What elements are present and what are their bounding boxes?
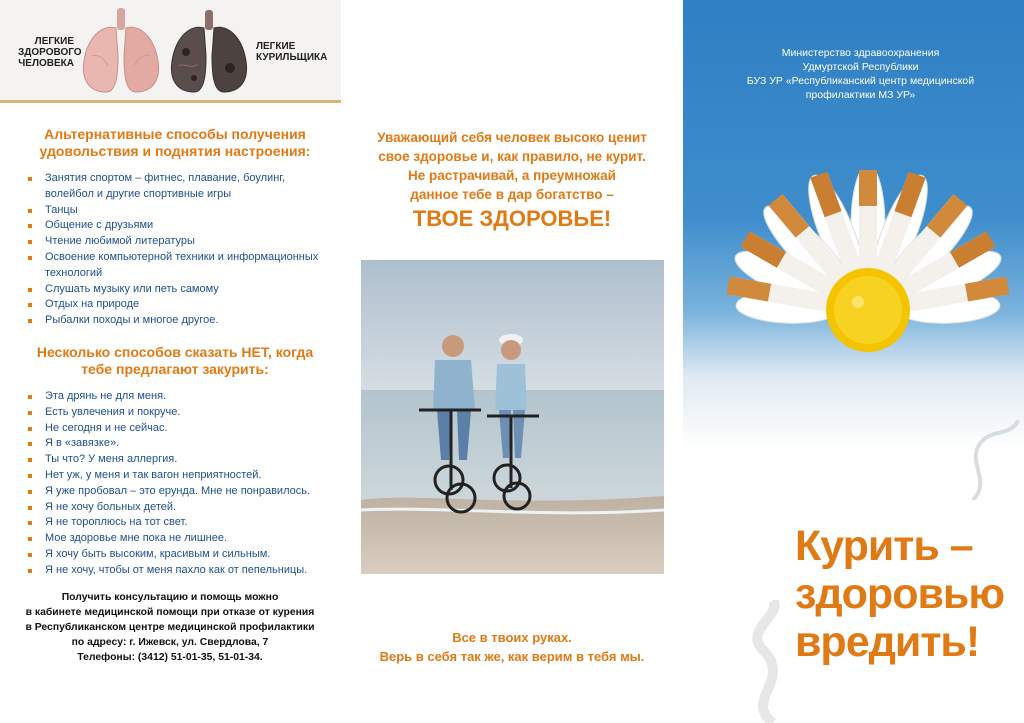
list-item: Рыбалки походы и многое другое. xyxy=(26,313,326,329)
title-line: Курить – xyxy=(795,522,973,570)
smoker-lungs-image xyxy=(166,8,252,96)
alternatives-heading: Альтернативные способы получения удовольствия и поднятия настроения: xyxy=(39,126,311,159)
say-no-heading: Несколько способов сказать НЕТ, когда тебе предлагают закурить: xyxy=(36,344,314,377)
list-item: Я уже пробовал – это ерунда. Мне не понравилось. xyxy=(26,484,326,500)
list-item: Освоение компьютерной техники и информационных технологий xyxy=(26,250,326,282)
list-item: Я хочу быть высоким, красивым и сильным. xyxy=(26,547,326,563)
panel-cover xyxy=(683,0,1024,723)
healthy-lungs-image xyxy=(78,6,164,96)
ministry-line: БУЗ УР «Республиканский центр медицинской xyxy=(746,75,975,87)
lungs-header xyxy=(0,0,341,100)
beach-cyclists-photo xyxy=(361,260,664,574)
panel-left xyxy=(0,0,341,723)
alternatives-list xyxy=(26,171,326,329)
smoker-lungs-caption: ЛЕГКИЕ КУРИЛЬЩИКА xyxy=(256,41,328,63)
list-item: Занятия спортом – фитнес, плавание, боулинг, волейбол и другие спортивные игры xyxy=(26,171,326,203)
contact-phones: Телефоны: (3412) 51-01-35, 51-01-34. xyxy=(77,652,263,663)
health-slogan: ТВОЕ ЗДОРОВЬЕ! xyxy=(412,206,612,231)
list-item: Нет уж, у меня и так вагон неприятностей. xyxy=(26,468,326,484)
list-item: Я не тороплюсь на тот свет. xyxy=(26,515,326,531)
closing-line: Верь в себя так же, как верим в тебя мы. xyxy=(379,649,645,664)
intro-line: данное тебе в дар богатство – xyxy=(410,187,614,202)
list-item: Слушать музыку или петь самому xyxy=(26,282,326,298)
list-item: Отдых на природе xyxy=(26,297,326,313)
list-item: Мое здоровье мне пока не лишнее. xyxy=(26,531,326,547)
intro-text xyxy=(341,128,683,204)
contact-line: в Республиканском центре медицинской профилактики xyxy=(25,622,315,633)
list-item: Ты что? У меня аллергия. xyxy=(26,452,326,468)
panel-middle xyxy=(341,0,683,723)
ministry-line: Удмуртской Республики xyxy=(802,61,919,73)
list-item: Не сегодня и не сейчас. xyxy=(26,421,326,437)
contact-info xyxy=(20,590,320,665)
contact-line: Получить консультацию и помощь можно xyxy=(61,592,279,603)
intro-line: свое здоровье и, как правило, не курит. xyxy=(378,149,646,164)
title-line: вредить! xyxy=(795,618,980,666)
say-no-list xyxy=(26,389,326,579)
ministry-header xyxy=(723,46,998,102)
ministry-line: Министерство здравоохранения xyxy=(781,47,940,59)
healthy-lungs-caption: ЛЕГКИЕ ЗДОРОВОГО ЧЕЛОВЕКА xyxy=(18,36,82,69)
contact-address: по адресу: г. Ижевск, ул. Свердлова, 7 xyxy=(71,637,269,648)
title-line: здоровью xyxy=(795,570,1005,618)
beach-photo-image xyxy=(361,260,664,574)
contact-line: в кабинете медицинской помощи при отказе от курения xyxy=(25,607,315,618)
list-item: Есть увлечения и покруче. xyxy=(26,405,326,421)
list-item: Танцы xyxy=(26,203,326,219)
list-item: Чтение любимой литературы xyxy=(26,234,326,250)
header-divider xyxy=(0,100,341,103)
intro-line: Не растрачивай, а преумножай xyxy=(408,168,616,183)
smoke-wisp xyxy=(963,420,1023,500)
list-item: Я не хочу больных детей. xyxy=(26,500,326,516)
ministry-line: профилактики МЗ УР» xyxy=(805,89,916,101)
list-item: Я в «завязке». xyxy=(26,436,326,452)
list-item: Эта дрянь не для меня. xyxy=(26,389,326,405)
list-item: Я не хочу, чтобы от меня пахло как от пепельницы. xyxy=(26,563,326,579)
intro-line: Уважающий себя человек высоко ценит xyxy=(377,130,647,145)
list-item: Общение с друзьями xyxy=(26,218,326,234)
closing-text xyxy=(341,628,683,666)
closing-line: Все в твоих руках. xyxy=(452,630,572,645)
brochure-title xyxy=(795,522,1004,666)
